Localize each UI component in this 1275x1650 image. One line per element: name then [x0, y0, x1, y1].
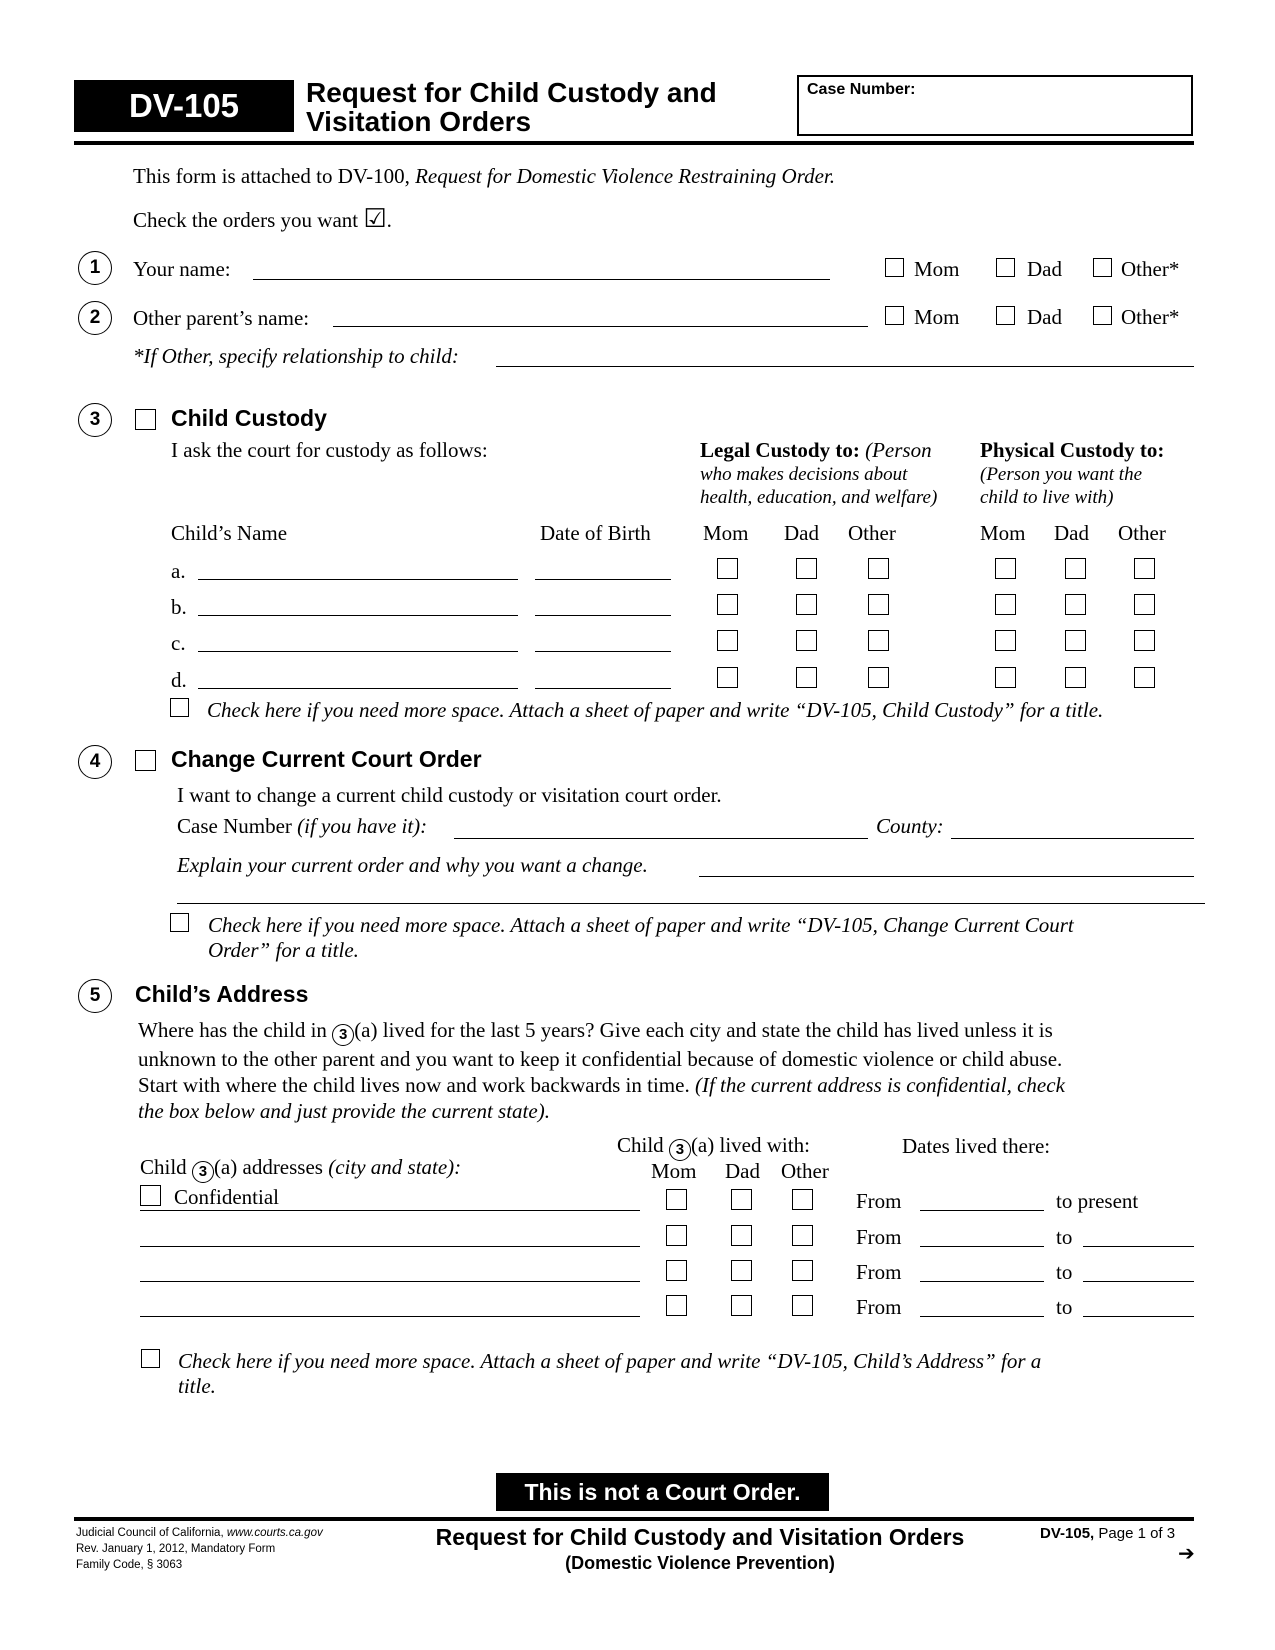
form-id-box	[74, 80, 294, 132]
explain-field-line2[interactable]	[177, 903, 1205, 904]
col-legal-mom: Mom	[703, 521, 749, 545]
change-order-title: Change Current Court Order	[171, 746, 482, 772]
physical-custody-desc1: (Person you want the	[980, 464, 1143, 485]
child-name-field[interactable]	[198, 615, 518, 616]
child-name-field[interactable]	[198, 651, 518, 652]
not-court-order-banner	[496, 1473, 829, 1511]
child-dob-field[interactable]	[535, 651, 671, 652]
address-more-space-text	[178, 1349, 1041, 1399]
case-number-box[interactable]	[797, 75, 1193, 136]
item2-dad-label: Dad	[1027, 305, 1062, 329]
change-order-intro: I want to change a current child custody or visitation court order.	[177, 783, 722, 807]
form-title-line2: Visitation Orders	[306, 106, 532, 137]
from-date-field[interactable]	[920, 1316, 1044, 1317]
custody-legal-other-checkbox[interactable]	[868, 594, 889, 615]
to-present-label: to present	[1056, 1189, 1139, 1213]
custody-legal-mom-checkbox[interactable]	[717, 594, 738, 615]
custody-physical-other-checkbox[interactable]	[1134, 667, 1155, 688]
form-title	[306, 78, 717, 136]
item-4-number: 4	[78, 745, 112, 779]
intro-check-orders	[133, 204, 392, 234]
child-name-field[interactable]	[198, 688, 518, 689]
item-5-number: 5	[78, 979, 112, 1013]
address-field[interactable]	[140, 1246, 640, 1247]
col-lived-mom: Mom	[651, 1159, 697, 1183]
child-dob-field[interactable]	[535, 688, 671, 689]
lived-with-dad-checkbox[interactable]	[731, 1225, 752, 1246]
explain-label: Explain your current order and why you want a change.	[177, 853, 648, 877]
instr-p3: Start with where the child lives now and work backwards in time.	[138, 1073, 695, 1097]
childs-address-instructions	[138, 1017, 1065, 1124]
item-2-number: 2	[78, 301, 112, 335]
lived-with-mom-checkbox[interactable]	[666, 1189, 687, 1210]
address-more-space-checkbox[interactable]	[141, 1349, 160, 1368]
address-more-line2: title.	[178, 1374, 216, 1398]
custody-legal-dad-checkbox[interactable]	[796, 667, 817, 688]
col-lived-other: Other	[781, 1159, 829, 1183]
custody-more-space-text: Check here if you need more space. Attach a sheet of paper and write “DV-105, Child Custody” for a title.	[207, 698, 1104, 722]
custody-physical-other-checkbox[interactable]	[1134, 630, 1155, 651]
lived-with-other-checkbox[interactable]	[792, 1225, 813, 1246]
col-childs-name: Child’s Name	[171, 521, 288, 545]
item2-mom-checkbox[interactable]	[885, 306, 904, 325]
lived-with-other-checkbox[interactable]	[792, 1260, 813, 1281]
item1-other-label: Other*	[1121, 257, 1180, 281]
custody-physical-other-checkbox[interactable]	[1134, 558, 1155, 579]
physical-custody-desc2: child to live with)	[980, 487, 1114, 508]
custody-physical-mom-checkbox[interactable]	[995, 558, 1016, 579]
confidential-label: Confidential	[174, 1185, 279, 1209]
instr-p2: unknown to the other parent and you want to keep it confidential because of domestic violence or child abuse.	[138, 1047, 1063, 1071]
footer-rule	[74, 1517, 1194, 1521]
item2-other-label: Other*	[1121, 305, 1180, 329]
item1-dad-checkbox[interactable]	[996, 258, 1015, 277]
lived-with-mom-checkbox[interactable]	[666, 1225, 687, 1246]
case-number-text: Case Number	[177, 814, 298, 838]
item-3-ref: 3	[192, 1161, 214, 1183]
from-label: From	[856, 1225, 902, 1249]
to-date-field[interactable]	[1083, 1246, 1194, 1247]
change-order-more-space-text	[208, 913, 1074, 963]
your-name-label: Your name:	[133, 257, 231, 281]
footer-title-block	[380, 1524, 1020, 1574]
other-relationship-label: *If Other, specify relationship to child:	[133, 344, 459, 368]
child-custody-title: Child Custody	[171, 405, 327, 431]
custody-physical-dad-checkbox[interactable]	[1065, 594, 1086, 615]
other-relationship-field[interactable]	[496, 366, 1194, 367]
child-dob-field[interactable]	[535, 615, 671, 616]
item2-other-checkbox[interactable]	[1093, 306, 1112, 325]
custody-physical-dad-checkbox[interactable]	[1065, 630, 1086, 651]
item1-mom-checkbox[interactable]	[885, 258, 904, 277]
from-label: From	[856, 1295, 902, 1319]
county-field[interactable]	[951, 838, 1194, 839]
to-label: to	[1056, 1295, 1073, 1319]
footer-council: Judicial Council of California,	[76, 1527, 227, 1539]
col-lived-dad: Dad	[725, 1159, 760, 1183]
intro-check-prefix: Check the orders you want	[133, 208, 364, 232]
lived-with-a: Child	[617, 1133, 669, 1157]
lived-with-header	[617, 1133, 810, 1161]
footer-title: Request for Child Custody and Visitation Orders	[435, 1524, 965, 1550]
from-date-field[interactable]	[920, 1210, 1044, 1211]
header-rule	[74, 141, 1194, 145]
from-date-field[interactable]	[920, 1246, 1044, 1247]
custody-row-letter: d.	[171, 668, 187, 692]
address-field[interactable]	[140, 1210, 640, 1211]
lived-with-mom-checkbox[interactable]	[666, 1295, 687, 1316]
item-1-number: 1	[78, 251, 112, 285]
footer-code: Family Code, § 3063	[76, 1559, 183, 1571]
to-date-field[interactable]	[1083, 1316, 1194, 1317]
custody-legal-dad-checkbox[interactable]	[796, 558, 817, 579]
next-page-arrow-icon[interactable]: ➔	[1178, 1541, 1195, 1565]
custody-row-letter: c.	[171, 631, 186, 655]
other-parent-name-field[interactable]	[333, 326, 868, 327]
change-order-more-line1: Check here if you need more space. Attach a sheet of paper and write “DV-105, Change Current Court	[208, 913, 1074, 937]
custody-more-space-checkbox[interactable]	[170, 698, 189, 717]
legal-custody-desc1: (Person	[865, 438, 932, 462]
from-label: From	[856, 1189, 902, 1213]
footer-url[interactable]: www.courts.ca.gov	[226, 1527, 323, 1539]
instr-p1b: (a) lived for the last 5 years? Give each city and state the child has lived unless it is	[354, 1018, 1053, 1042]
lived-with-dad-checkbox[interactable]	[731, 1295, 752, 1316]
footer-rev: Rev. January 1, 2012, Mandatory Form	[76, 1543, 276, 1555]
custody-legal-mom-checkbox[interactable]	[717, 630, 738, 651]
custody-legal-other-checkbox[interactable]	[868, 630, 889, 651]
custody-legal-dad-checkbox[interactable]	[796, 630, 817, 651]
legal-custody-desc2: who makes decisions about	[700, 464, 908, 485]
footer-form-id: DV-105,	[1040, 1525, 1095, 1542]
lived-with-other-checkbox[interactable]	[792, 1295, 813, 1316]
footer-page-label: Page 1 of	[1098, 1525, 1163, 1542]
lived-with-mom-checkbox[interactable]	[666, 1260, 687, 1281]
item-3-ref: 3	[332, 1024, 354, 1046]
col-date-of-birth: Date of Birth	[540, 521, 651, 545]
checked-box-icon: ☑	[363, 204, 387, 234]
custody-physical-mom-checkbox[interactable]	[995, 594, 1016, 615]
change-order-checkbox[interactable]	[135, 750, 156, 771]
other-parent-name-label: Other parent’s name:	[133, 306, 310, 330]
custody-legal-mom-checkbox[interactable]	[717, 667, 738, 688]
intro-check-suffix: .	[386, 208, 392, 232]
case-number-label: Case Number:	[807, 81, 916, 98]
item2-mom-label: Mom	[914, 305, 960, 329]
address-more-line1: Check here if you need more space. Attach a sheet of paper and write “DV-105, Child’s Address” for a	[178, 1349, 1042, 1373]
custody-legal-dad-checkbox[interactable]	[796, 594, 817, 615]
lived-with-dad-checkbox[interactable]	[731, 1260, 752, 1281]
change-order-more-space-checkbox[interactable]	[170, 913, 189, 932]
physical-custody-header	[980, 438, 1164, 509]
custody-physical-dad-checkbox[interactable]	[1065, 667, 1086, 688]
not-court-order-text: This is not a Court Order.	[524, 1479, 801, 1505]
addresses-a: Child	[140, 1155, 192, 1179]
your-name-field[interactable]	[253, 279, 830, 280]
intro-attached-prefix: This form is attached to DV-100,	[133, 164, 416, 188]
addresses-italic: (city and state):	[328, 1155, 462, 1179]
col-physical-other: Other	[1118, 521, 1166, 545]
intro-attached-title: Request for Domestic Violence Restraining Order.	[415, 164, 836, 188]
form-title-line1: Request for Child Custody and	[306, 77, 717, 108]
custody-physical-dad-checkbox[interactable]	[1065, 558, 1086, 579]
address-field[interactable]	[140, 1316, 640, 1317]
legal-custody-desc3: health, education, and welfare)	[700, 487, 938, 508]
col-physical-mom: Mom	[980, 521, 1026, 545]
addresses-header	[140, 1155, 461, 1183]
case-number-hint: (if you have it):	[297, 814, 428, 838]
child-dob-field[interactable]	[535, 579, 671, 580]
child-custody-checkbox[interactable]	[135, 409, 156, 430]
item-3-number: 3	[78, 403, 112, 437]
intro-attached	[133, 164, 835, 189]
to-label: to	[1056, 1260, 1073, 1284]
to-date-field[interactable]	[1083, 1281, 1194, 1282]
instr-p3-italic: (If the current address is confidential, check	[694, 1073, 1065, 1097]
footer-page-total: 3	[1166, 1525, 1176, 1542]
footer-page	[1040, 1525, 1175, 1542]
dates-lived-header: Dates lived there:	[902, 1134, 1051, 1158]
childs-address-title: Child’s Address	[135, 981, 309, 1007]
custody-legal-other-checkbox[interactable]	[868, 558, 889, 579]
item1-other-checkbox[interactable]	[1093, 258, 1112, 277]
current-case-number-field[interactable]	[454, 838, 868, 839]
physical-custody-title: Physical Custody to:	[980, 438, 1165, 462]
change-order-more-line2: Order” for a title.	[208, 938, 359, 962]
from-label: From	[856, 1260, 902, 1284]
custody-row-letter: a.	[171, 559, 186, 583]
lived-with-dad-checkbox[interactable]	[731, 1189, 752, 1210]
item2-dad-checkbox[interactable]	[996, 306, 1015, 325]
addresses-b: (a) addresses	[213, 1155, 329, 1179]
custody-intro: I ask the court for custody as follows:	[171, 438, 488, 462]
col-physical-dad: Dad	[1054, 521, 1089, 545]
form-id: DV-105	[128, 87, 240, 124]
instr-p1: Where has the child in	[138, 1018, 333, 1042]
col-legal-other: Other	[848, 521, 896, 545]
item-3-ref: 3	[669, 1139, 691, 1161]
custody-physical-other-checkbox[interactable]	[1134, 594, 1155, 615]
change-order-case-label	[177, 814, 427, 839]
to-label: to	[1056, 1225, 1073, 1249]
county-label: County:	[876, 814, 944, 838]
lived-with-other-checkbox[interactable]	[792, 1189, 813, 1210]
address-field[interactable]	[140, 1281, 640, 1282]
from-date-field[interactable]	[920, 1281, 1044, 1282]
item1-mom-label: Mom	[914, 257, 960, 281]
footer-left	[76, 1525, 323, 1573]
legal-custody-header	[700, 438, 937, 509]
custody-physical-mom-checkbox[interactable]	[995, 667, 1016, 688]
explain-field-line1[interactable]	[699, 876, 1194, 877]
confidential-checkbox[interactable]	[140, 1185, 161, 1206]
legal-custody-title: Legal Custody to:	[700, 438, 860, 462]
child-name-field[interactable]	[198, 579, 518, 580]
custody-legal-other-checkbox[interactable]	[868, 667, 889, 688]
custody-physical-mom-checkbox[interactable]	[995, 630, 1016, 651]
instr-p4-italic: the box below and just provide the current state).	[138, 1099, 550, 1123]
col-legal-dad: Dad	[784, 521, 819, 545]
custody-legal-mom-checkbox[interactable]	[717, 558, 738, 579]
lived-with-b: (a) lived with:	[690, 1133, 810, 1157]
custody-row-letter: b.	[171, 595, 187, 619]
footer-subtitle: (Domestic Violence Prevention)	[565, 1553, 835, 1573]
item1-dad-label: Dad	[1027, 257, 1062, 281]
